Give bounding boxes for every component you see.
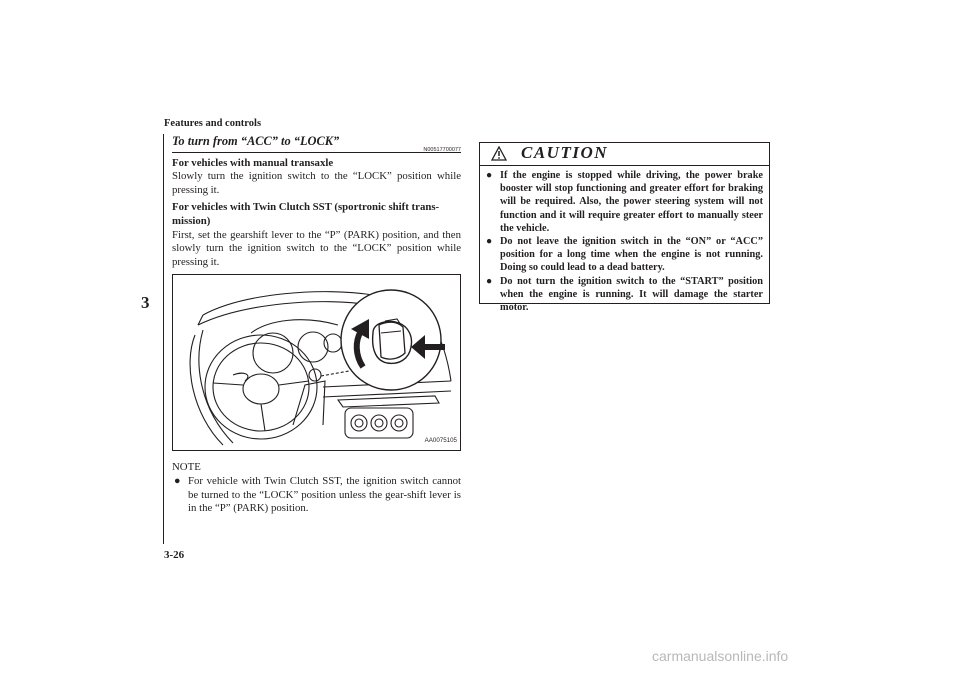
section-title-text: To turn from “ACC” to “LOCK” — [172, 134, 340, 148]
caution-item — [486, 275, 763, 315]
caution-bullet: ● — [486, 275, 493, 287]
section-code: N00517700077 — [423, 147, 461, 153]
sst-text: First, set the gearshift lever to the “P” (PARK) position, and then slowly turn the ignition switch to the “LOCK” position while pressing it. — [172, 228, 461, 268]
caution-item — [486, 169, 763, 235]
caution-bullet: ● — [486, 170, 493, 181]
section-header: Features and controls — [164, 118, 262, 129]
caution-item — [486, 235, 763, 275]
note-bullet: ● — [174, 474, 181, 487]
caution-text: If the engine is stopped while driving, the power brake booster will stop functioning and greater effort for braking will be required. Also, the power steering system will not function and it will require greater effort to manually steer the vehicle. — [500, 170, 763, 234]
warning-triangle-icon — [491, 146, 507, 161]
left-column — [172, 135, 461, 516]
caution-list — [480, 166, 769, 314]
caution-text: Do not turn the ignition switch to the “START” position when the engine is running. It will damage the starter motor. — [500, 275, 763, 314]
note-item — [172, 475, 461, 516]
note-heading: NOTE — [172, 461, 201, 474]
section-title — [172, 135, 461, 153]
caution-bullet: ● — [486, 236, 493, 248]
page-number: 3-26 — [164, 549, 185, 561]
manual-transaxle-heading: For vehicles with manual transaxle — [172, 156, 334, 169]
ignition-switch-figure — [172, 274, 461, 451]
chapter-number: 3 — [141, 293, 150, 312]
figure-code: AA0075105 — [424, 436, 457, 444]
manual-transaxle-text: Slowly turn the ignition switch to the “LOCK” position while pressing it. — [172, 170, 461, 196]
chapter-rule — [163, 134, 164, 544]
note-text: For vehicle with Twin Clutch SST, the ignition switch cannot be turned to the “LOCK” position unless the gear-shift lever is in the “P” (PARK) position. — [188, 474, 461, 515]
dashboard-illustration — [173, 275, 460, 450]
sst-heading: For vehicles with Twin Clutch SST (sportronic shift trans-mission) — [172, 201, 440, 227]
caution-header — [480, 143, 769, 166]
caution-text: Do not leave the ignition switch in the “ON” or “ACC” position for a long time when the engine is not running. Doing so could lead to a dead battery. — [500, 236, 763, 274]
caution-box — [479, 142, 770, 314]
watermark: carmanualsonline.info — [652, 648, 789, 664]
caution-title: CAUTION — [521, 143, 609, 162]
